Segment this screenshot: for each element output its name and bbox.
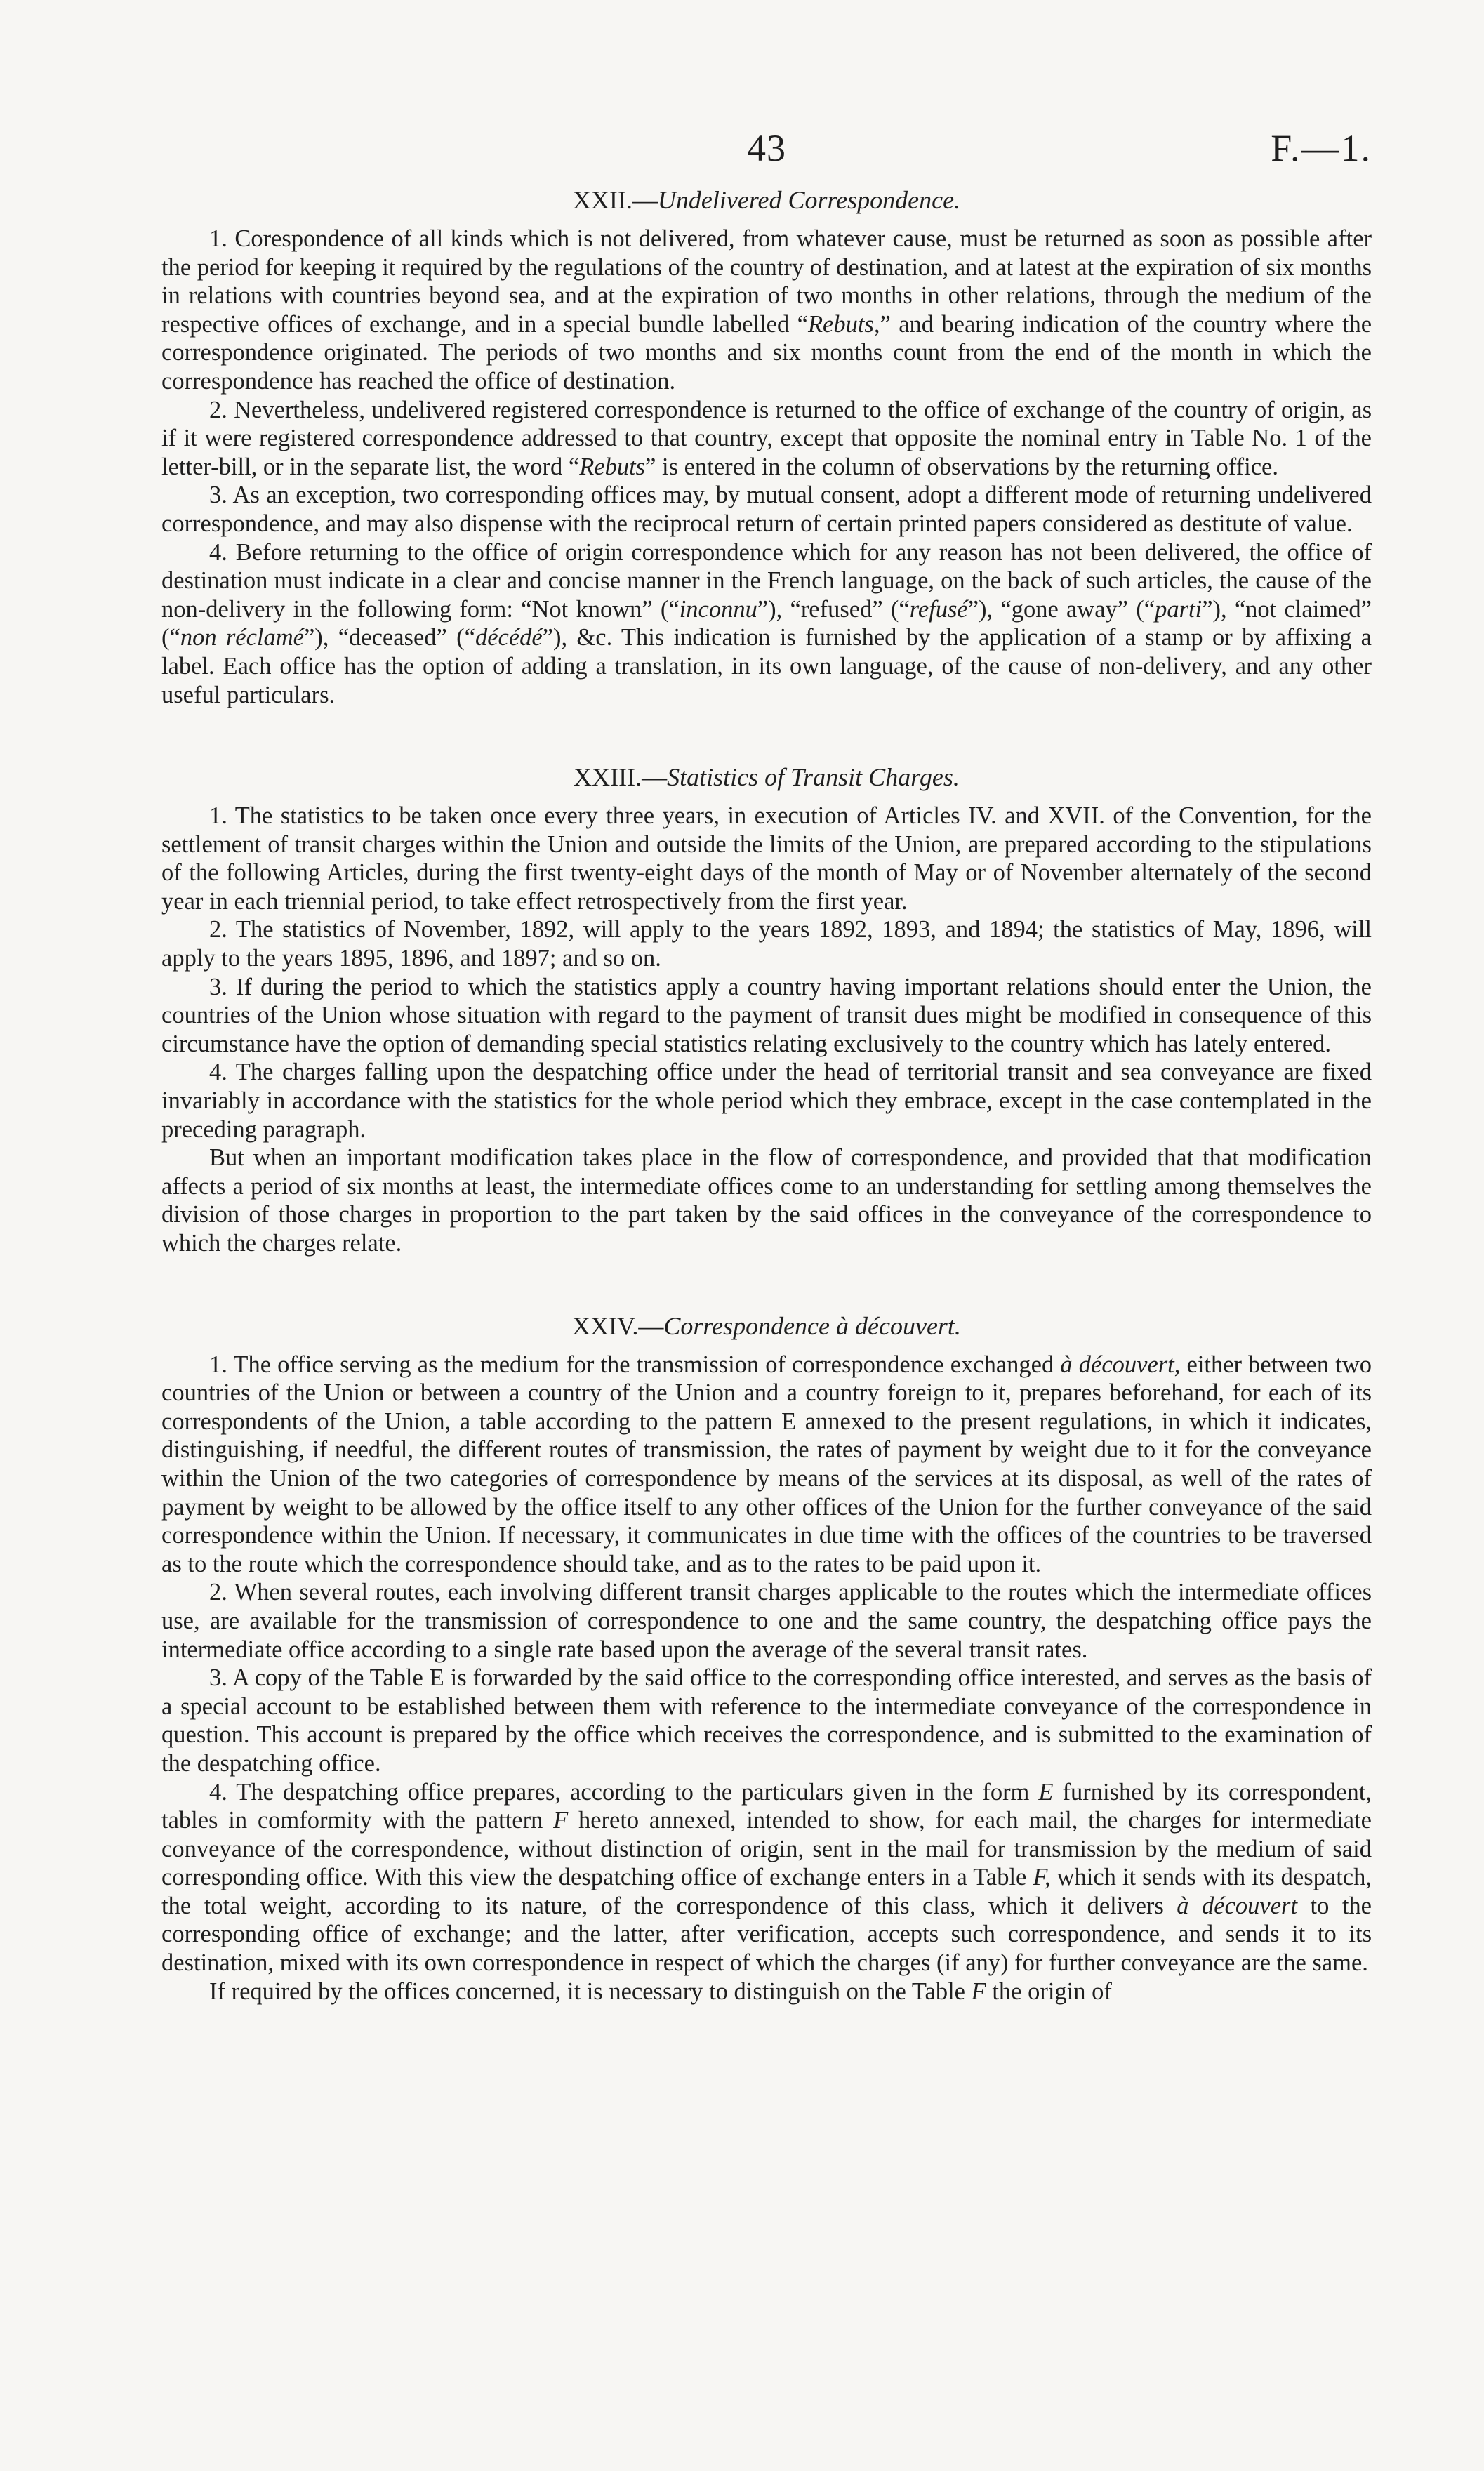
paragraph: 1. Corespondence of all kinds which is not delivered, from whatever cause, must be returned as soon as possible after the period for keeping it required by the regulations of the country of destination, and at latest at the expiration of six months in relations with countries beyond sea, and at the expiration of two months in other relations, through the medium of the respective offices of exchange, and in a special bundle labelled “Rebuts,” and bearing indication of the country where the correspondence originated. The periods of two months and six months count from the end of the month in which the correspondence has reached the office of destination. [161,225,1372,395]
document-body [161,185,1372,2006]
section-heading: Statistics of Transit Charges. [667,763,960,792]
paragraph: 4. Before returning to the office of origin correspondence which for any reason has not been delivered, the office of destination must indicate in a clear and concise manner in the French language, on the back of such articles, the cause of the non-delivery in the following form: “Not known” (“inconnu”), “refused” (“refusé”), “gone away” (“parti”), “not claimed” (“non réclamé”), “deceased” (“décédé”), &c. This indication is furnished by the application of a stamp or by affixing a label. Each office has the option of adding a translation, in its own language, of the cause of non-delivery, and any other useful particulars. [161,538,1372,708]
italic-text: décédé [475,624,543,651]
italic-text: F [553,1807,569,1834]
section-heading: Undelivered Correspondence. [657,186,961,214]
paragraph: 2. The statistics of November, 1892, will apply to the years 1892, 1893, and 1894; the statistics of May, 1896, will apply to the years 1895, 1896, and 1897; and so on. [161,916,1372,972]
italic-text: F, [1033,1864,1051,1891]
italic-text: E [1038,1778,1054,1806]
italic-text: inconnu [679,595,757,623]
italic-text: refusé [909,595,968,623]
section-title [161,1311,1372,1341]
section-title [161,762,1372,792]
paragraph: 2. Nevertheless, undelivered registered correspondence is returned to the office of exchange of the country of origin, as if it were registered correspondence addressed to that country, except that opposite the nominal entry in Table No. 1 of the letter-bill, or in the separate list, the word “Rebuts” is entered in the column of observations by the returning office. [161,396,1372,480]
section-gap [161,1258,1372,1301]
italic-text: F [971,1978,986,2005]
paragraph: 2. When several routes, each involving different transit charges applicable to the routes which the intermediate offices use, are available for the transmission of correspondence to one and the same country, the despatching office pays the intermediate office according to a single rate based upon the average of the several transit rates. [161,1579,1372,1663]
italic-text: non réclamé [180,624,304,651]
paragraph: 1. The office serving as the medium for the transmission of correspondence exchanged à découvert, either between two countries of the Union or between a country of the Union and a country foreign to it, prepares beforehand, for each of its correspondents of the Union, a table according to the pattern E annexed to the present regulations, in which it indicates, distinguishing, if needful, the different routes of transmission, the rates of payment by weight due to it for the conveyance within the Union of the two categories of correspondence by means of the services at its disposal, as well of the rates of payment by weight to be allowed by the office itself to any other offices of the Union for the further conveyance of the said correspondence within the Union. If necessary, it communicates in due time with the offices of the countries to be traversed as to the route which the correspondence should take, and as to the rates to be paid upon it. [161,1351,1372,1577]
italic-text: parti [1155,595,1203,623]
italic-text: Rebuts [579,453,646,480]
page-header [161,119,1372,175]
italic-text: à découvert, [1060,1351,1181,1378]
section-heading: Correspondence à découvert. [663,1311,961,1340]
section-title [161,185,1372,215]
paragraph: 3. If during the period to which the statistics apply a country having important relations should enter the Union, the countries of the Union whose situation with regard to the payment of transit dues might be modified in consequence of this circumstance have the option of demanding special statistics relating exclusively to the country which has lately entered. [161,973,1372,1057]
page-number: 43 [747,127,786,169]
paragraph: 4. The despatching office prepares, according to the particulars given in the form E furnished by its correspondent, tables in comformity with the pattern F hereto annexed, intended to show, for each mail, the charges for intermediate conveyance of the correspondence, without distinction of origin, sent in the mail for transmission by the medium of said corresponding office. With this view the despatching office of exchange enters in a Table F, which it sends with its despatch, the total weight, according to its nature, of the correspondence of this class, which it delivers à découvert to the corresponding office of exchange; and the latter, after verification, accepts such correspondence, and sends it to its destination, mixed with its own correspondence in respect of which the charges (if any) for further conveyance are the same. [161,1778,1372,1977]
italic-text: à découvert [1177,1892,1298,1919]
section-numeral: XXII.— [572,186,658,214]
paragraph: 4. The charges falling upon the despatching office under the head of territorial transit and sea conveyance are fixed invariably in accordance with the statistics for the whole period which they embrace, except in the case contemplated in the preceding paragraph. [161,1059,1372,1143]
paragraph: If required by the offices concerned, it is necessary to distinguish on the Table F the origin of [209,1978,1112,2005]
paragraph: 3. A copy of the Table E is forwarded by the said office to the corresponding office interested, and serves as the basis of a special account to be established between them with reference to the intermediate conveyance of the correspondence in question. This account is prepared by the office which receives the correspondence, and is submitted to the examination of the despatching office. [161,1664,1372,1777]
paragraph: 3. As an exception, two corresponding offices may, by mutual consent, adopt a different mode of returning undelivered correspondence, and may also dispense with the reciprocal return of certain printed papers considered as destitute of value. [161,482,1372,537]
section-gap [161,709,1372,753]
paragraph: But when an important modification takes place in the flow of correspondence, and provided that that modification affects a period of six months at least, the intermediate offices come to an understanding for settling among themselves the division of those charges in proportion to the part taken by the said offices in the conveyance of the correspondence to which the charges relate. [161,1144,1372,1257]
section-numeral: XXIII.— [574,763,668,792]
paragraph: 1. The statistics to be taken once every three years, in execution of Articles IV. and XVII. of the Convention, for the settlement of transit charges within the Union and outside the limits of the Union, are prepared according to the stipulations of the following Articles, during the first twenty-eight days of the month of May or of November alternately of the second year in each triennial period, to take effect retrospectively from the first year. [161,802,1372,915]
document-reference: F.—1. [1271,127,1372,169]
section-numeral: XXIV.— [572,1311,664,1340]
italic-text: Rebuts, [807,310,880,338]
